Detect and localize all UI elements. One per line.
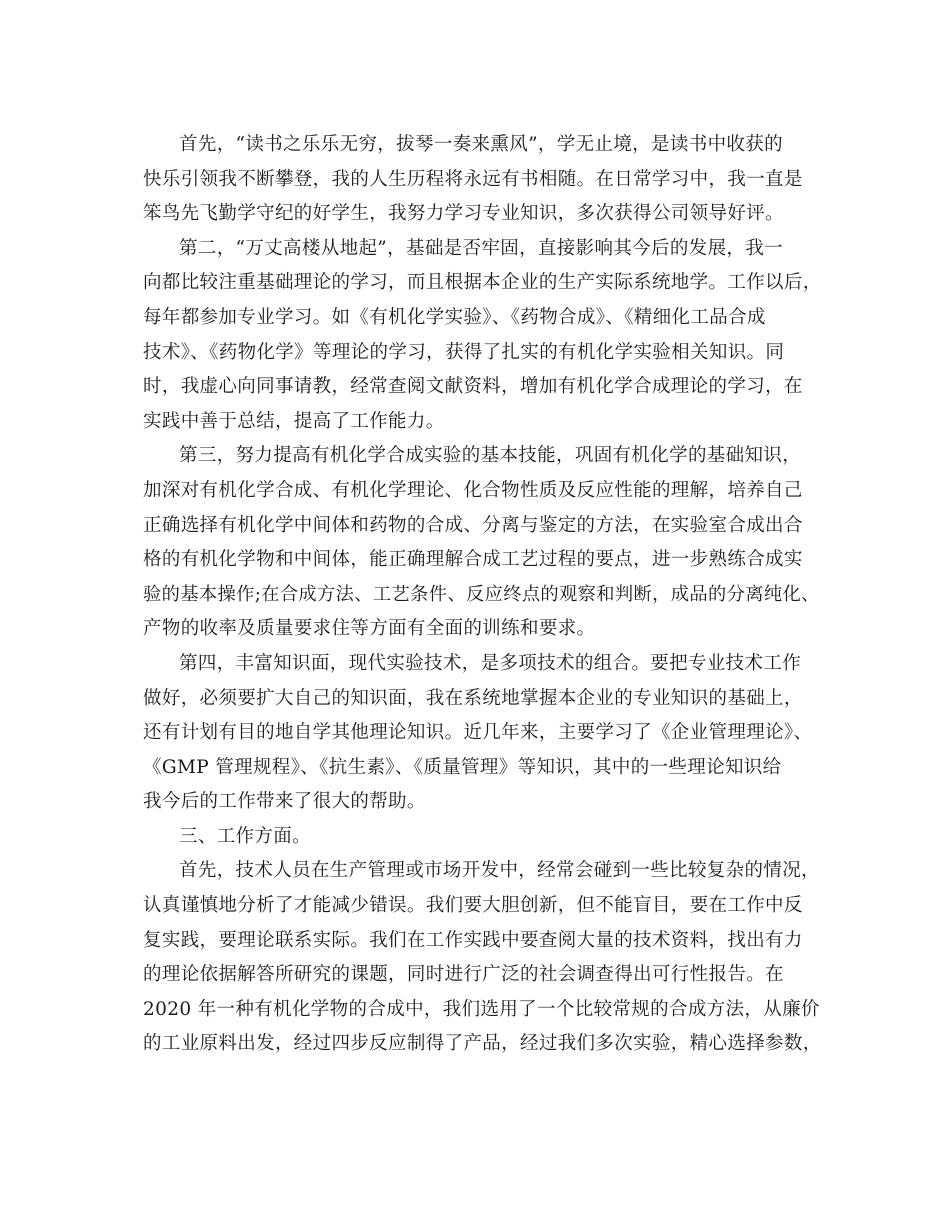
text-line: 《GMP 管理规程》、《抗生素》、《质量管理》等知识，其中的一些理论知识给 — [143, 756, 782, 778]
text-line: 快乐引领我不断攀登，我的人生历程将永远有书相随。在日常学习中，我一直是 — [143, 168, 803, 190]
text-line: 认真谨慎地分析了才能减少错误。我们要大胆创新，但不能盲目，要在工作中反 — [143, 895, 803, 917]
text-line: 2020 年一种有机化学物的合成中，我们选用了一个比较常规的合成方法，从廉价 — [143, 998, 820, 1020]
text-line: 技术》、《药物化学》等理论的学习，获得了扎实的有机化学实验相关知识。同 — [143, 341, 785, 363]
text-line: 三、工作方面。 — [179, 825, 311, 847]
text-line: 笨鸟先飞勤学守纪的好学生，我努力学习专业知识，多次获得公司领导好评。 — [143, 203, 784, 225]
text-line: 验的基本操作;在合成方法、工艺条件、反应终点的观察和判断，成品的分离纯化、 — [143, 583, 820, 605]
text-line: 首先，技术人员在生产管理或市场开发中，经常会碰到一些比较复杂的情况， — [179, 860, 820, 882]
text-line: 时，我虚心向同事请教，经常查阅文献资料，增加有机化学合成理论的学习，在 — [143, 376, 803, 398]
text-line: 我今后的工作带来了很大的帮助。 — [143, 791, 426, 813]
text-line: 实践中善于总结，提高了工作能力。 — [143, 410, 445, 432]
text-line: 第三，努力提高有机化学合成实验的基本技能，巩固有机化学的基础知识， — [179, 445, 802, 467]
text-line: 每年都参加专业学习。如《有机化学实验》、《药物合成》、《精细化工品合成 — [143, 306, 766, 328]
text-line: 向都比较注重基础理论的学习，而且根据本企业的生产实际系统地学。工作以后， — [143, 272, 822, 294]
text-line: 加深对有机化学合成、有机化学理论、化合物性质及反应性能的理解，培养自己 — [143, 479, 803, 501]
text-line: 第二，“万丈高楼从地起”，基础是否牢固，直接影响其今后的发展，我一 — [179, 237, 783, 259]
text-line: 产物的收率及质量要求住等方面有全面的训练和要求。 — [143, 618, 596, 640]
text-line: 第四，丰富知识面，现代实验技术，是多项技术的组合。要把专业技术工作 — [179, 652, 802, 674]
text-line: 首先，“读书之乐乐无穷，拔琴一奏来熏风”，学无止境，是读书中收获的 — [179, 134, 783, 155]
text-line: 的理论依据解答所研究的课题，同时进行广泛的社会调查得出可行性报告。在 — [143, 964, 784, 986]
document-body — [143, 128, 823, 1062]
text-line: 的工业原料出发，经过四步反应制得了产品，经过我们多次实验，精心选择参数， — [143, 1033, 822, 1055]
text-line: 复实践，要理论联系实际。我们在工作实践中要查阅大量的技术资料，找出有力 — [143, 929, 803, 951]
text-line: 做好，必须要扩大自己的知识面，我在系统地掌握本企业的专业知识的基础上， — [143, 687, 803, 709]
text-line: 还有计划有目的地自学其他理论知识。近几年来，主要学习了《企业管理理论》、 — [143, 722, 813, 744]
text-line: 格的有机化学物和中间体，能正确理解合成工艺过程的要点，进一步熟练合成实 — [143, 549, 803, 571]
text-line: 正确选择有机化学中间体和药物的合成、分离与鉴定的方法，在实验室合成出合 — [143, 514, 803, 536]
